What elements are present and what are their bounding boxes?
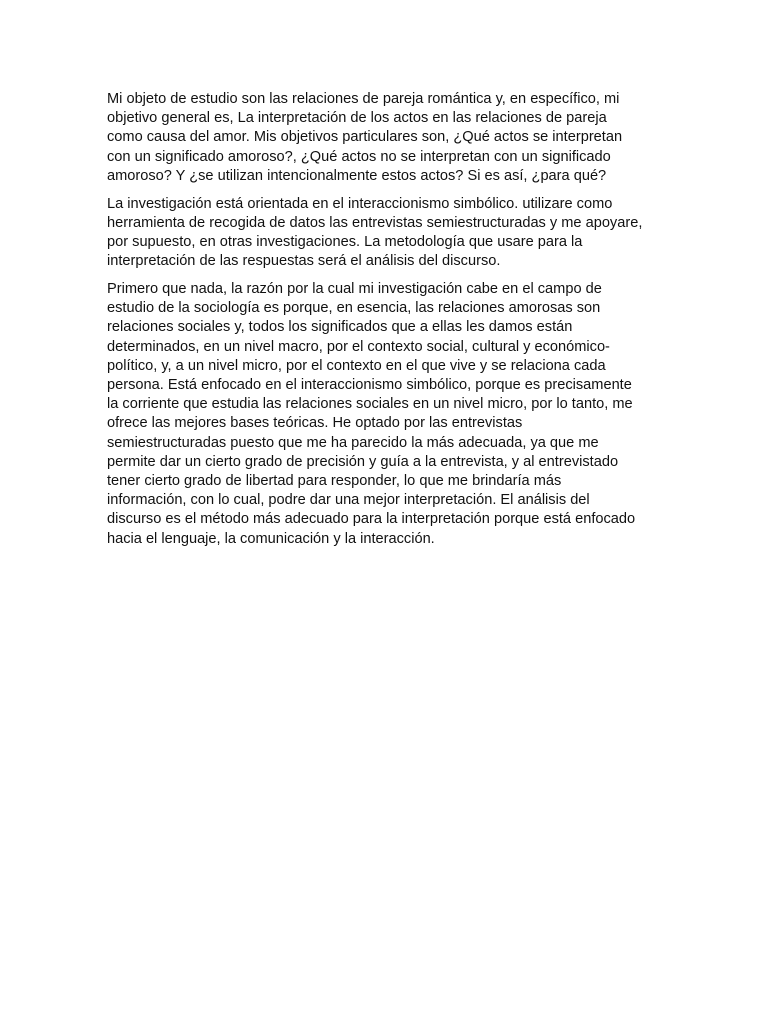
paragraph-methodology: La investigación está orientada en el interaccionismo simbólico. utilizare como herramienta de recogida de datos las entrevistas semiestructuradas y me apoyare, por supuesto, en otras investigaciones. La metodología que usare para la interpretación de las respuestas será el análisis del discurso. [107,195,643,270]
document-body [107,90,663,557]
paragraph-justification: Primero que nada, la razón por la cual mi investigación cabe en el campo de estudio de la sociología es porque, en esencia, las relaciones amorosas son relaciones sociales y, todos los significados que a ellas les damos están determinados, en un nivel macro, por el contexto social, cultural y económico- político, y, a un nivel micro, por el contexto en el que vive y se relaciona cada persona. Está enfocado en el interaccionismo simbólico, porque es precisamente la corriente que estudia las relaciones sociales en un nivel micro, por lo tanto, me ofrece las mejores bases teóricas. He optado por las entrevistas semiestructuradas puesto que me ha parecido la más adecuada, ya que me permite dar un cierto grado de precisión y guía a la entrevista, y al entrevistado tener cierto grado de libertad para responder, lo que me brindaría más información, con lo cual, podre dar una mejor interpretación. El análisis del discurso es el método más adecuado para la interpretación porque está enfocado hacia el lenguaje, la comunicación y la interacción. [107,281,636,547]
paragraph-research-object: Mi objeto de estudio son las relaciones de pareja romántica y, en específico, mi objetivo general es, La interpretación de los actos en las relaciones de pareja como causa del amor. Mis objetivos particulares son, ¿Qué actos se interpretan con un significado amoroso?, ¿Qué actos no se interpretan con un significado amoroso? Y ¿se utilizan intencionalmente estos actos? Si es así, ¿para qué? [107,91,623,184]
